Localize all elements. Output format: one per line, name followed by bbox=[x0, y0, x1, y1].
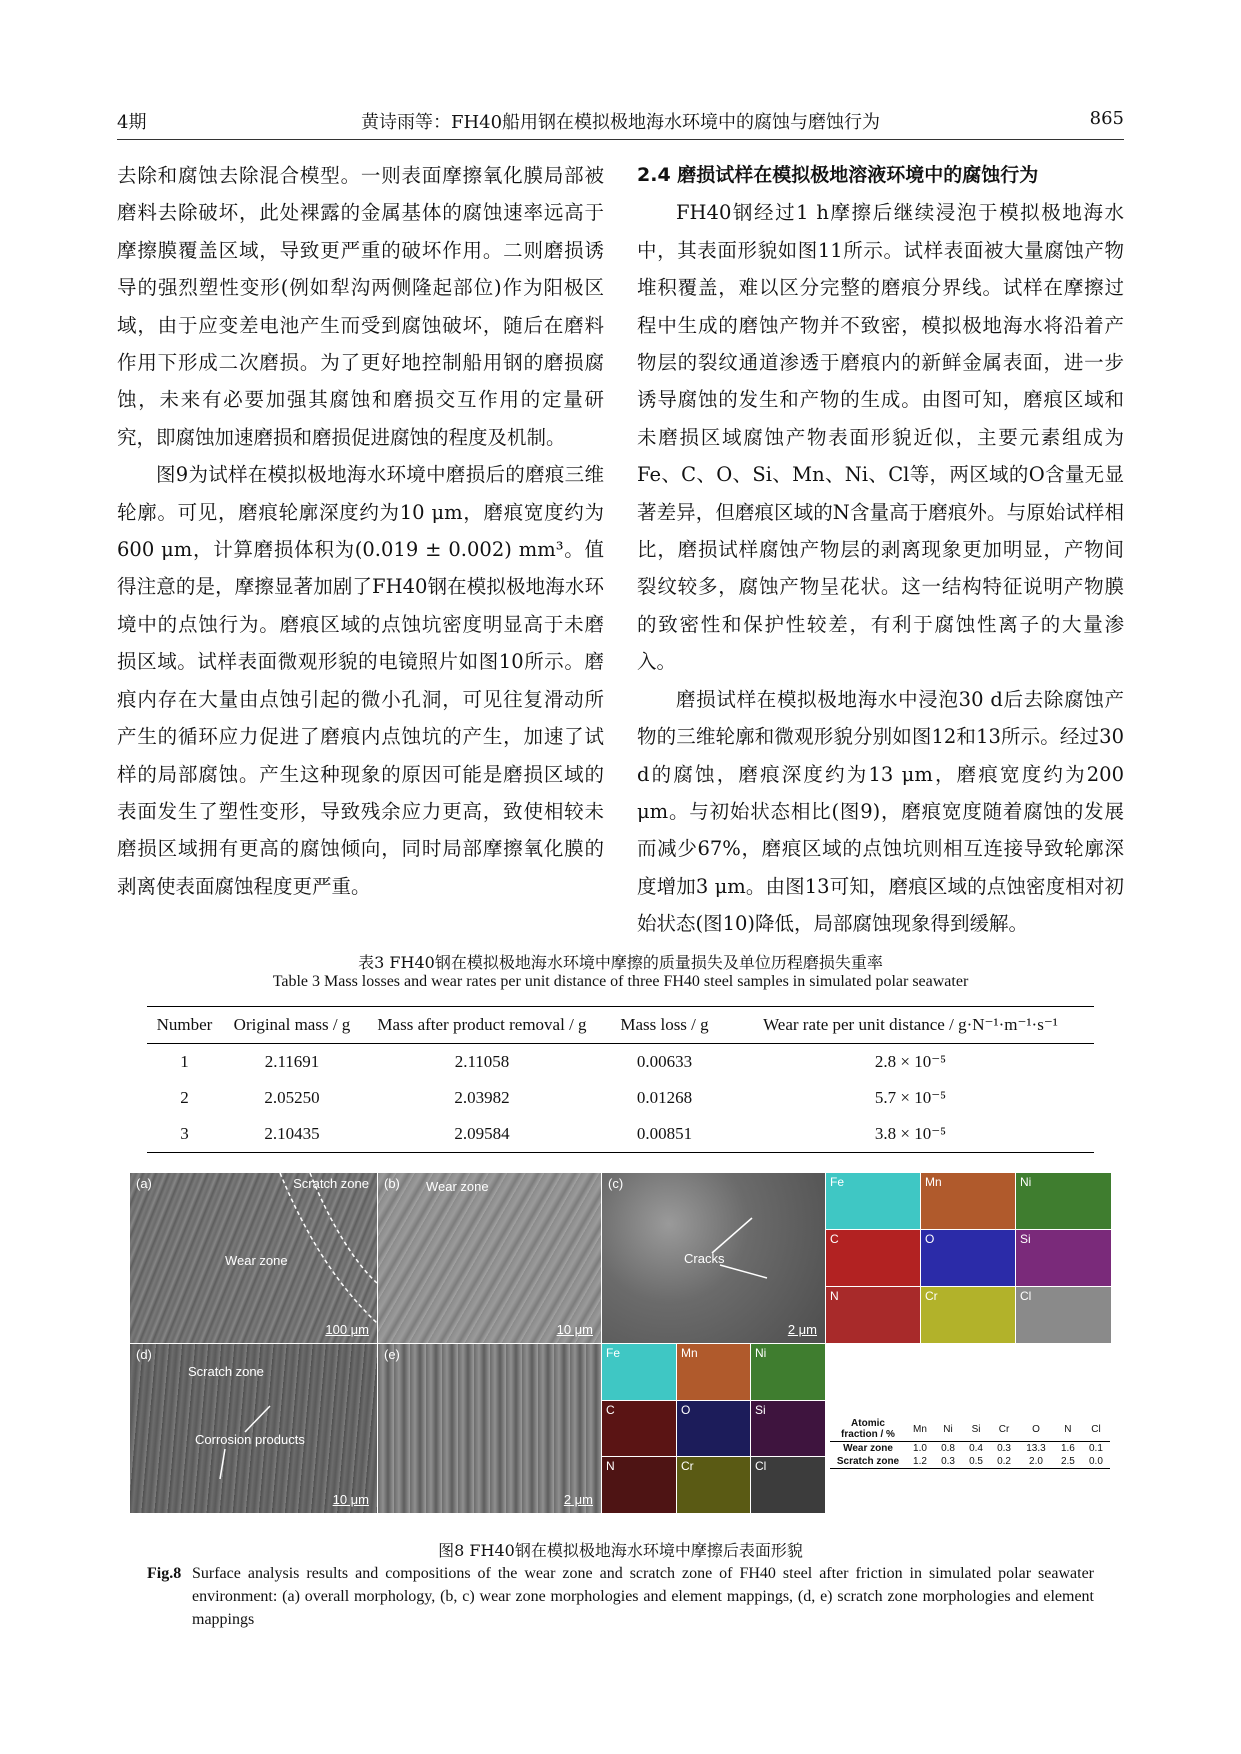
element-map-cl: Cl bbox=[1016, 1287, 1111, 1343]
table-cell: 2.03982 bbox=[454, 1088, 510, 1107]
element-maps-wear-zone bbox=[826, 1173, 1111, 1343]
left-column bbox=[117, 157, 604, 905]
running-title: 黄诗雨等：FH40船用钢在模拟极地海水环境中的腐蚀与磨蚀行为 bbox=[360, 112, 881, 133]
element-map-ni: Ni bbox=[751, 1344, 825, 1400]
atomic-element: Ni bbox=[943, 1423, 953, 1435]
atomic-element: Mn bbox=[913, 1423, 927, 1435]
table-cell: 2.11691 bbox=[264, 1052, 320, 1071]
atomic-value: 0.4 bbox=[969, 1443, 983, 1454]
element-map-si: Si bbox=[1016, 1230, 1111, 1286]
element-map-fe: Fe bbox=[602, 1344, 676, 1400]
atomic-value: 0.2 bbox=[997, 1456, 1011, 1467]
scale-bar: 10 μm bbox=[556, 1322, 593, 1337]
scale-bar: 2 μm bbox=[787, 1322, 817, 1337]
table-cell: 3.8 × 10⁻⁵ bbox=[874, 1124, 947, 1143]
table-header: Mass after product removal / g bbox=[362, 1007, 602, 1044]
element-map-n: N bbox=[602, 1457, 676, 1513]
panel-label: (c) bbox=[608, 1176, 624, 1191]
issue-number: 4期 bbox=[117, 112, 147, 133]
table-cell: 2.09584 bbox=[454, 1124, 510, 1143]
annotation-scratch-zone: Scratch zone bbox=[293, 1176, 369, 1191]
sem-panel-d bbox=[130, 1344, 377, 1513]
atomic-header-label: Atomic fraction / % bbox=[841, 1418, 895, 1440]
element-map-cr: Cr bbox=[921, 1287, 1015, 1343]
element-map-mn: Mn bbox=[921, 1173, 1015, 1229]
annotation-corrosion-products: Corrosion products bbox=[195, 1432, 305, 1447]
atomic-value: 0.3 bbox=[997, 1443, 1011, 1454]
table-3 bbox=[147, 1006, 1094, 1153]
table-cell: 1 bbox=[180, 1052, 189, 1071]
sem-panel-e bbox=[378, 1344, 601, 1513]
figure-caption-en-block bbox=[147, 1562, 1094, 1631]
table-cell: 0.00851 bbox=[636, 1124, 693, 1143]
atomic-element: O bbox=[1032, 1423, 1040, 1435]
table-header: Number bbox=[147, 1007, 222, 1044]
table-header: Original mass / g bbox=[222, 1007, 362, 1044]
element-map-si: Si bbox=[751, 1401, 825, 1456]
table-row bbox=[147, 1116, 1094, 1152]
table-cell: 2.05250 bbox=[264, 1088, 320, 1107]
atomic-element: Cr bbox=[998, 1423, 1010, 1435]
figure-caption-cn: 图8 FH40钢在模拟极地海水环境中摩擦后表面形貌 bbox=[438, 1541, 803, 1560]
left-paragraph-2: 图9为试样在模拟极地海水环境中磨损后的磨痕三维轮廓。可见，磨痕轮廓深度约为10 μm，磨痕宽度约为600 μm，计算磨损体积为(0.019 ± 0.002) mm³。值得注意的是，摩擦显著加剧了FH40钢在模拟极地海水环境中的点蚀行为。磨痕区域的点蚀坑密度明显高于未磨损区域。试样表面微观形貌的电镜照片如图10所示。磨痕内存在大量由点蚀引起的微小孔洞，可见往复滑动所产生的循环应力促进了磨痕内点蚀坑的产生，加速了试样的局部腐蚀。产生这种现象的原因可能是磨损区域的表面发生了塑性变形，导致残余应力更高，致使相较未磨损区域拥有更高的腐蚀倾向，同时局部摩擦氧化膜的剥离使表面腐蚀程度更严重。 bbox=[117, 463, 604, 898]
atomic-element: Cl bbox=[1091, 1423, 1101, 1435]
element-map-mn: Mn bbox=[677, 1344, 750, 1400]
annotation-wear-zone: Wear zone bbox=[426, 1179, 489, 1194]
sem-panel-a bbox=[130, 1173, 377, 1343]
table-cell: 0.00633 bbox=[636, 1052, 693, 1071]
right-column bbox=[637, 157, 1124, 943]
header-rule bbox=[117, 139, 1124, 140]
atomic-fraction-table bbox=[830, 1417, 1110, 1469]
atomic-element: Si bbox=[971, 1423, 981, 1435]
annotation-scratch-zone: Scratch zone bbox=[188, 1364, 264, 1379]
atomic-value: 0.8 bbox=[941, 1443, 955, 1454]
element-map-cl: Cl bbox=[751, 1457, 825, 1513]
element-map-n: N bbox=[826, 1287, 920, 1343]
table-header: Mass loss / g bbox=[602, 1007, 727, 1044]
panel-label: (d) bbox=[136, 1347, 152, 1362]
panel-label: (a) bbox=[136, 1176, 152, 1191]
atomic-row-name: Scratch zone bbox=[836, 1456, 900, 1467]
atomic-value: 2.5 bbox=[1060, 1456, 1075, 1467]
table-header: Wear rate per unit distance / g·N⁻¹·m⁻¹·s⁻¹ bbox=[727, 1007, 1094, 1044]
atomic-value: 2.0 bbox=[1029, 1456, 1043, 1467]
sem-panel-c bbox=[602, 1173, 825, 1343]
element-map-c: C bbox=[602, 1401, 676, 1456]
scale-bar: 2 μm bbox=[563, 1492, 593, 1507]
table-cell: 3 bbox=[180, 1124, 189, 1143]
table-cell: 2.8 × 10⁻⁵ bbox=[874, 1052, 947, 1071]
table-cell: 2.11058 bbox=[454, 1052, 510, 1071]
table-caption-en: Table 3 Mass losses and wear rates per unit distance of three FH40 steel samples in simulated polar seawater bbox=[272, 973, 969, 990]
sem-panel-b bbox=[378, 1173, 601, 1343]
atomic-row-name: Wear zone bbox=[843, 1443, 893, 1454]
table-cell: 2.10435 bbox=[264, 1124, 320, 1143]
table-cell: 0.01268 bbox=[636, 1088, 693, 1107]
table-cell: 2 bbox=[180, 1088, 189, 1107]
atomic-value: 0.1 bbox=[1089, 1443, 1103, 1454]
figure-8 bbox=[130, 1173, 1111, 1513]
figure-caption-en-label: Fig.8 bbox=[147, 1565, 182, 1582]
table-cell: 5.7 × 10⁻⁵ bbox=[874, 1088, 947, 1107]
element-map-cr: Cr bbox=[677, 1457, 750, 1513]
scale-bar: 100 μm bbox=[325, 1322, 369, 1337]
element-map-o: O bbox=[921, 1230, 1015, 1286]
element-maps-scratch-zone bbox=[602, 1344, 825, 1513]
atomic-value: 0.0 bbox=[1089, 1456, 1103, 1467]
page-number: 865 bbox=[1089, 108, 1124, 129]
atomic-value: 1.0 bbox=[913, 1443, 927, 1454]
table-caption-cn: 表3 FH40钢在模拟极地海水环境中摩擦的质量损失及单位历程磨损失重率 bbox=[358, 953, 883, 972]
atomic-value: 0.5 bbox=[969, 1456, 983, 1467]
section-heading: 2.4 磨损试样在模拟极地溶液环境中的腐蚀行为 bbox=[637, 164, 1039, 186]
element-map-o: O bbox=[677, 1401, 750, 1456]
atomic-value: 13.3 bbox=[1026, 1443, 1046, 1454]
table-row bbox=[147, 1080, 1094, 1116]
atomic-element: N bbox=[1064, 1423, 1072, 1435]
figure-caption-en: Surface analysis results and compositions of the wear zone and scratch zone of FH40 steel after friction in simulated polar seawater environment: (a) overall morphology, (b, c) wear zone morphologies and element mappings, (d, e) scratch zone morphologies and element mappings bbox=[192, 1565, 1094, 1628]
right-paragraph-1: FH40钢经过1 h摩擦后继续浸泡于模拟极地海水中，其表面形貌如图11所示。试样表面被大量腐蚀产物堆积覆盖，难以区分完整的磨痕分界线。试样在摩擦过程中生成的磨蚀产物并不致密，模拟极地海水将沿着产物层的裂纹通道渗透于磨痕内的新鲜金属表面，进一步诱导腐蚀的发生和产物的生成。由图可知，磨痕区域和未磨损区域腐蚀产物表面形貌近似，主要元素组成为Fe、C、O、Si、Mn、Ni、Cl等，两区域的O含量无显著差异，但磨痕区域的N含量高于磨痕外。与原始试样相比，磨损试样腐蚀产物层的剥离现象更加明显，产物间裂纹较多，腐蚀产物呈花状。这一结构特征说明产物膜的致密性和保护性较差，有利于腐蚀性离子的大量渗入。 bbox=[637, 201, 1124, 674]
element-map-ni: Ni bbox=[1016, 1173, 1111, 1229]
element-map-fe: Fe bbox=[826, 1173, 920, 1229]
panel-label: (b) bbox=[384, 1176, 400, 1191]
atomic-value: 0.3 bbox=[941, 1456, 955, 1467]
atomic-value: 1.2 bbox=[913, 1456, 927, 1467]
right-paragraph-2: 磨损试样在模拟极地海水中浸泡30 d后去除腐蚀产物的三维轮廓和微观形貌分别如图12和13所示。经过30 d的腐蚀，磨痕深度约为13 μm，磨痕宽度约为200 μm。与初始状态相比(图9)，磨痕宽度随着腐蚀的发展而减少67%，磨痕区域的点蚀坑则相互连接导致轮廓深度增加3 μm。由图13可知，磨痕区域的点蚀密度相对初始状态(图10)降低，局部腐蚀现象得到缓解。 bbox=[637, 687, 1124, 936]
element-map-c: C bbox=[826, 1230, 920, 1286]
table-row bbox=[147, 1044, 1094, 1081]
annotation-wear-zone: Wear zone bbox=[225, 1253, 288, 1268]
annotation-cracks: Cracks bbox=[684, 1251, 725, 1266]
left-paragraph-1: 去除和腐蚀去除混合模型。一则表面摩擦氧化膜局部被磨料去除破坏，此处裸露的金属基体的腐蚀速率远高于摩擦膜覆盖区域，导致更严重的破坏作用。二则磨损诱导的强烈塑性变形(例如犁沟两侧隆起部位)作为阳极区域，由于应变差电池产生而受到腐蚀破坏，随后在磨料作用下形成二次磨损。为了更好地控制船用钢的磨损腐蚀，未来有必要加强其腐蚀和磨损交互作用的定量研究，即腐蚀加速磨损和磨损促进腐蚀的程度及机制。 bbox=[117, 164, 604, 449]
panel-label: (e) bbox=[384, 1347, 400, 1362]
atomic-value: 1.6 bbox=[1060, 1443, 1075, 1454]
scale-bar: 10 μm bbox=[332, 1492, 369, 1507]
